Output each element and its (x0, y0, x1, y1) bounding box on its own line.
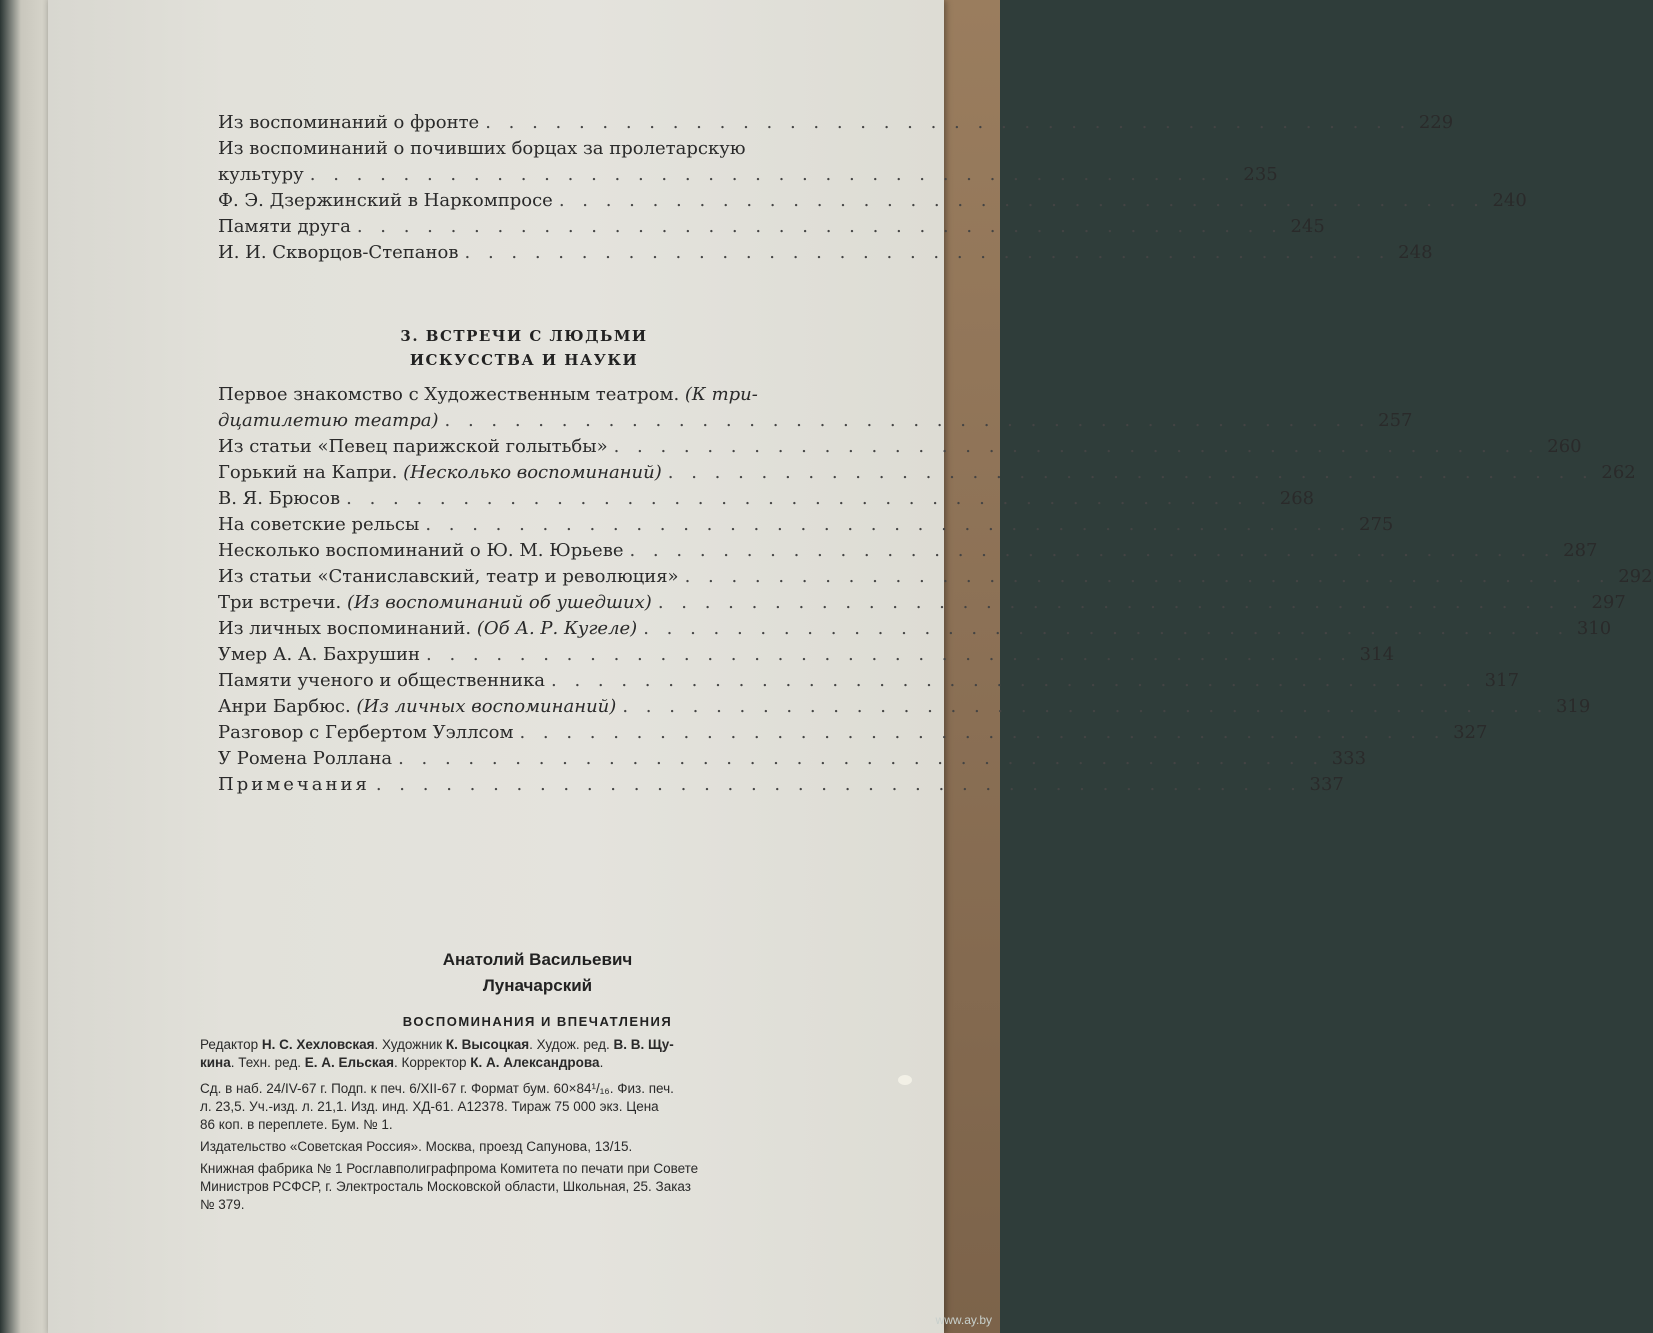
toc-title: культуру (218, 164, 304, 185)
factory-line: № 379. (200, 1197, 245, 1212)
toc-note: (Из воспоминаний об ушедших) (346, 592, 652, 613)
author-surname: Луначарский (482, 976, 593, 995)
toc-leader: . . . . . . . . . . . . . . . . . . . . . . . . . . . . . . . . . . . . . . . . (425, 514, 1352, 535)
toc-page: 333 (1331, 748, 1367, 769)
toc-row (218, 668, 1520, 694)
binding-thread (898, 1075, 912, 1085)
section-heading-line1: 3. ВСТРЕЧИ С ЛЮДЬМИ (400, 327, 648, 345)
toc-row (218, 240, 1433, 266)
toc-page: 297 (1591, 592, 1626, 613)
toc-page: 262 (1601, 462, 1636, 483)
toc-row (218, 720, 1488, 746)
toc-title: Ф. Э. Дзержинский в Наркомпросе (218, 190, 553, 211)
toc-leader: . . . . . . . . . . . . . . . . . . . . . . . . . . . . . . . . . . . . . . . . (375, 774, 1302, 795)
toc-leader: . . . . . . . . . . . . . . . . . . . . . . . . . . . . . . . . . . . . . . . . (643, 618, 1570, 639)
toc-row (218, 616, 1612, 642)
toc-title: Несколько воспоминаний о Ю. М. Юрьеве (218, 540, 624, 561)
section-heading-line2: ИСКУССТВА И НАУКИ (409, 351, 639, 369)
toc-page: 245 (1290, 216, 1325, 237)
toc-title: Горький на Капри. (218, 462, 398, 483)
toc-leader: . . . . . . . . . . . . . . . . . . . . . . . . . . . . . . . . . . . . . . . . (398, 748, 1325, 769)
toc-leader: . . . . . . . . . . . . . . . . . . . . . . . . . . . . . . . . . . . . . . . . (622, 696, 1549, 717)
toc-row (218, 486, 1315, 512)
toc-leader: . . . . . . . . . . . . . . . . . . . . . . . . . . . . . . . . . . . . . . . . (551, 670, 1478, 691)
credits-line: Редактор Н. С. Хехловская. Художник К. Высоцкая. Худож. ред. В. В. Щу- (200, 1037, 674, 1052)
toc-row (218, 188, 1527, 214)
print-line: Сд. в наб. 24/IV-67 г. Подп. к печ. 6/XII-67 г. Формат бум. 60×84¹/₁₆. Физ. печ. (200, 1081, 674, 1096)
toc-title: Три встречи. (218, 592, 342, 613)
toc-title: Памяти ученого и общественника (218, 670, 546, 691)
toc-leader: . . . . . . . . . . . . . . . . . . . . . . . . . . . . . . . . . . . . . . . . (667, 462, 1594, 483)
factory-line: Книжная фабрика № 1 Росглавполиграфпрома Комитета по печати при Совете (200, 1161, 699, 1176)
toc-note: (Из личных воспоминаний) (356, 696, 617, 717)
toc-row (218, 590, 1626, 616)
toc-page: 235 (1243, 164, 1278, 185)
toc-page: 240 (1492, 190, 1527, 211)
toc-top (218, 110, 1527, 266)
toc-page: 275 (1359, 514, 1394, 535)
toc-title: Из статьи «Станиславский, театр и революция» (218, 566, 679, 587)
toc-page: 229 (1418, 112, 1454, 133)
print-details (200, 1080, 875, 1134)
toc-title: На советские рельсы (218, 514, 420, 535)
toc-title: Из личных воспоминаний. (218, 618, 472, 639)
toc-leader: . . . . . . . . . . . . . . . . . . . . . . . . . . . . . . . . . . . . . . . . (346, 488, 1273, 509)
toc-row (218, 746, 1367, 772)
toc-leader: . . . . . . . . . . . . . . . . . . . . . . . . . . . . . . . . . . . . . . . . (485, 112, 1412, 133)
toc-row (218, 694, 1591, 720)
toc-row (218, 772, 1344, 798)
toc-row (218, 162, 1278, 188)
toc-note: (К три- (684, 384, 758, 405)
credits-line: кина. Техн. ред. Е. А. Ельская. Корректор К. А. Александрова. (200, 1055, 604, 1070)
toc-leader: . . . . . . . . . . . . . . . . . . . . . . . . . . . . . . . . . . . . . . . . (464, 242, 1391, 263)
toc-title: Из воспоминаний о фронте (218, 112, 480, 133)
toc-note: дцатилетию театра) (218, 410, 439, 431)
toc-page: 327 (1453, 722, 1488, 743)
toc-title: Первое знакомство с Художественным театром. (218, 384, 680, 405)
toc-title: Умер А. А. Бахрушин (218, 644, 421, 665)
toc-title: Из статьи «Певец парижской голытьбы» (218, 436, 608, 457)
toc-page: 287 (1563, 540, 1598, 561)
toc-leader: . . . . . . . . . . . . . . . . . . . . . . . . . . . . . . . . . . . . . . . . (519, 722, 1446, 743)
toc-leader: . . . . . . . . . . . . . . . . . . . . . . . . . . . . . . . . . . . . . . . . (657, 592, 1584, 613)
toc-leader: . . . . . . . . . . . . . . . . . . . . . . . . . . . . . . . . . . . . . . . . (629, 540, 1556, 561)
toc-leader: . . . . . . . . . . . . . . . . . . . . . . . . . . . . . . . . . . . . . . . . (426, 644, 1353, 665)
toc-row (218, 214, 1325, 240)
publisher-line: Издательство «Советская Россия». Москва, проезд Сапунова, 13/15. (200, 1139, 633, 1154)
credits-block (200, 1036, 875, 1072)
toc-title: Памяти друга (218, 216, 351, 237)
toc-row (218, 110, 1454, 136)
toc-row (218, 512, 1394, 538)
toc-title: В. Я. Брюсов (218, 488, 341, 509)
toc-title: Анри Барбюс. (218, 696, 351, 717)
toc-page: 268 (1279, 488, 1315, 509)
print-line: 86 коп. в переплете. Бум. № 1. (200, 1117, 393, 1132)
toc-leader: . . . . . . . . . . . . . . . . . . . . . . . . . . . . . . . . . . . . . . . . (356, 216, 1283, 237)
toc-page: 317 (1484, 670, 1520, 691)
toc-leader: . . . . . . . . . . . . . . . . . . . . . . . . . . . . . . . . . . . . . . . . (684, 566, 1611, 587)
factory-details (200, 1160, 875, 1214)
toc-leader: . . . . . . . . . . . . . . . . . . . . . . . . . . . . . . . . . . . . . . . . (558, 190, 1485, 211)
toc-title: И. И. Скворцов-Степанов (218, 242, 459, 263)
toc-row (218, 460, 1636, 486)
toc-page: 319 (1555, 696, 1591, 717)
toc-leader: . . . . . . . . . . . . . . . . . . . . . . . . . . . . . . . . . . . . . . . . (613, 436, 1540, 457)
author-first-names: Анатолий Васильевич (442, 950, 633, 969)
toc-page: 310 (1576, 618, 1612, 639)
toc-page: 260 (1547, 436, 1582, 457)
toc-title: Примечания (218, 774, 370, 795)
toc-title: Из воспоминаний о почивших борцах за пролетарскую (218, 138, 746, 159)
toc-leader: . . . . . . . . . . . . . . . . . . . . . . . . . . . . . . . . . . . . . . . . (309, 164, 1236, 185)
toc-row (218, 382, 830, 408)
toc-leader: . . . . . . . . . . . . . . . . . . . . . . . . . . . . . . . . . . . . . . . . (444, 410, 1371, 431)
toc-note: (Об А. Р. Кугеле) (476, 618, 638, 639)
toc-row (218, 538, 1598, 564)
toc-section3 (218, 382, 1653, 798)
toc-note: (Несколько воспоминаний) (403, 462, 662, 483)
toc-title: У Ромена Роллана (218, 748, 393, 769)
toc-row (218, 434, 1582, 460)
toc-page: 337 (1309, 774, 1344, 795)
toc-page: 257 (1378, 410, 1413, 431)
toc-page: 292 (1618, 566, 1653, 587)
toc-row (218, 642, 1395, 668)
print-line: л. 23,5. Уч.-изд. л. 21,1. Изд. инд. ХД-61. А12378. Тираж 75 000 экз. Цена (200, 1099, 659, 1114)
toc-row (218, 408, 1413, 434)
toc-title: Разговор с Гербертом Уэллсом (218, 722, 514, 743)
factory-line: Министров РСФСР, г. Электросталь Московской области, Школьная, 25. Заказ (200, 1179, 691, 1194)
book-title: ВОСПОМИНАНИЯ И ВПЕЧАТЛЕНИЯ (402, 1014, 673, 1029)
site-watermark: www.ay.by (935, 1313, 992, 1327)
toc-page: 314 (1359, 644, 1395, 665)
toc-page: 248 (1398, 242, 1433, 263)
toc-row (218, 564, 1653, 590)
toc-row (218, 136, 830, 162)
